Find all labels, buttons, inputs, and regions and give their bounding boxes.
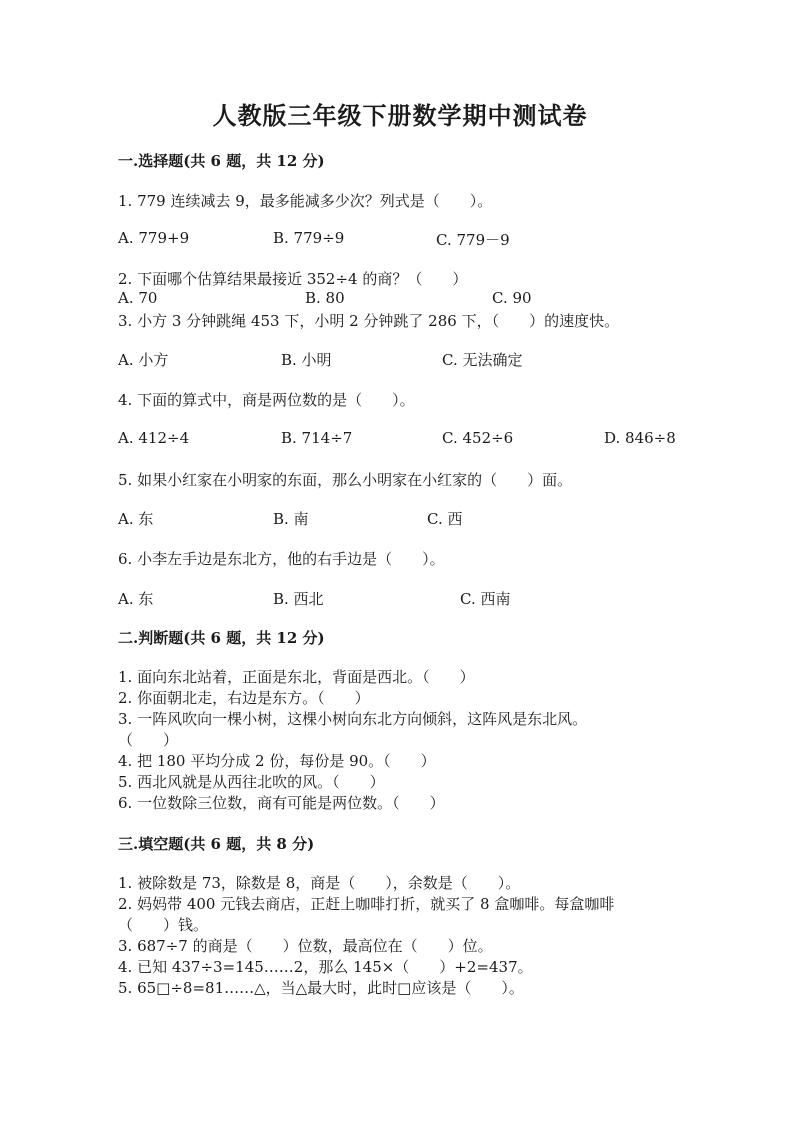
option-c: C. 779－9 — [436, 231, 510, 249]
judge-line: 2. 你面朝北走，右边是东方。（ ） — [118, 689, 370, 707]
option-a: A. 779+9 — [118, 229, 190, 247]
fill-line: 4. 已知 437÷3=145……2，那么 145×（ ）+2=437。 — [118, 958, 533, 976]
fill-line: 1. 被除数是 73，除数是 8，商是（ ），余数是（ ）。 — [118, 874, 521, 892]
option-c: C. 西南 — [460, 590, 511, 608]
fill-line: （ ）钱。 — [118, 916, 209, 934]
section-heading-choice: 一.选择题(共 6 题，共 12 分) — [118, 152, 325, 170]
section-heading-fill-blank: 三.填空题(共 6 题，共 8 分) — [118, 835, 315, 853]
option-a: A. 东 — [118, 510, 154, 528]
option-a: A. 东 — [118, 590, 154, 608]
option-d: D. 846÷8 — [604, 429, 676, 447]
question-6: 6. 小李左手边是东北方，他的右手边是（ ）。 — [118, 550, 445, 568]
fill-line: 2. 妈妈带 400 元钱去商店，正赶上咖啡打折，就买了 8 盒咖啡。每盒咖啡 — [118, 895, 615, 913]
option-c: C. 西 — [427, 510, 463, 528]
option-b: B. 南 — [273, 510, 309, 528]
option-b: B. 779÷9 — [273, 229, 345, 247]
question-3: 3. 小方 3 分钟跳绳 453 下，小明 2 分钟跳了 286 下，（ ）的速度快。 — [118, 312, 620, 330]
question-1: 1. 779 连续减去 9，最多能减多少次？列式是（ ）。 — [118, 192, 493, 210]
fill-line: 5. 65□÷8=81……△，当△最大时，此时□应该是（ ）。 — [118, 979, 524, 997]
question-2: 2. 下面哪个估算结果最接近 352÷4 的商？（ ） — [118, 270, 468, 288]
option-c: C. 90 — [492, 289, 532, 307]
option-b: B. 714÷7 — [281, 429, 353, 447]
question-4: 4. 下面的算式中，商是两位数的是（ ）。 — [118, 391, 415, 409]
judge-line: （ ） — [118, 731, 179, 749]
judge-line: 4. 把 180 平均分成 2 份，每份是 90。（ ） — [118, 752, 436, 770]
judge-line: 5. 西北风就是从西往北吹的风。（ ） — [118, 773, 385, 791]
option-b: B. 西北 — [273, 590, 324, 608]
option-a: A. 70 — [118, 289, 158, 307]
judge-line: 6. 一位数除三位数，商有可能是两位数。（ ） — [118, 794, 445, 812]
judge-line: 1. 面向东北站着，正面是东北，背面是西北。（ ） — [118, 668, 475, 686]
judge-line: 3. 一阵风吹向一棵小树，这棵小树向东北方向倾斜，这阵风是东北风。 — [118, 710, 588, 728]
option-b: B. 小明 — [281, 351, 332, 369]
option-a: A. 小方 — [118, 351, 169, 369]
question-5: 5. 如果小红家在小明家的东面，那么小明家在小红家的（ ）面。 — [118, 471, 573, 489]
option-a: A. 412÷4 — [118, 429, 190, 447]
option-b: B. 80 — [305, 289, 345, 307]
section-heading-true-false: 二.判断题(共 6 题，共 12 分) — [118, 629, 325, 647]
option-c: C. 452÷6 — [442, 429, 514, 447]
page-title: 人教版三年级下册数学期中测试卷 — [212, 101, 588, 130]
option-c: C. 无法确定 — [442, 351, 523, 369]
fill-line: 3. 687÷7 的商是（ ）位数，最高位在（ ）位。 — [118, 937, 493, 955]
